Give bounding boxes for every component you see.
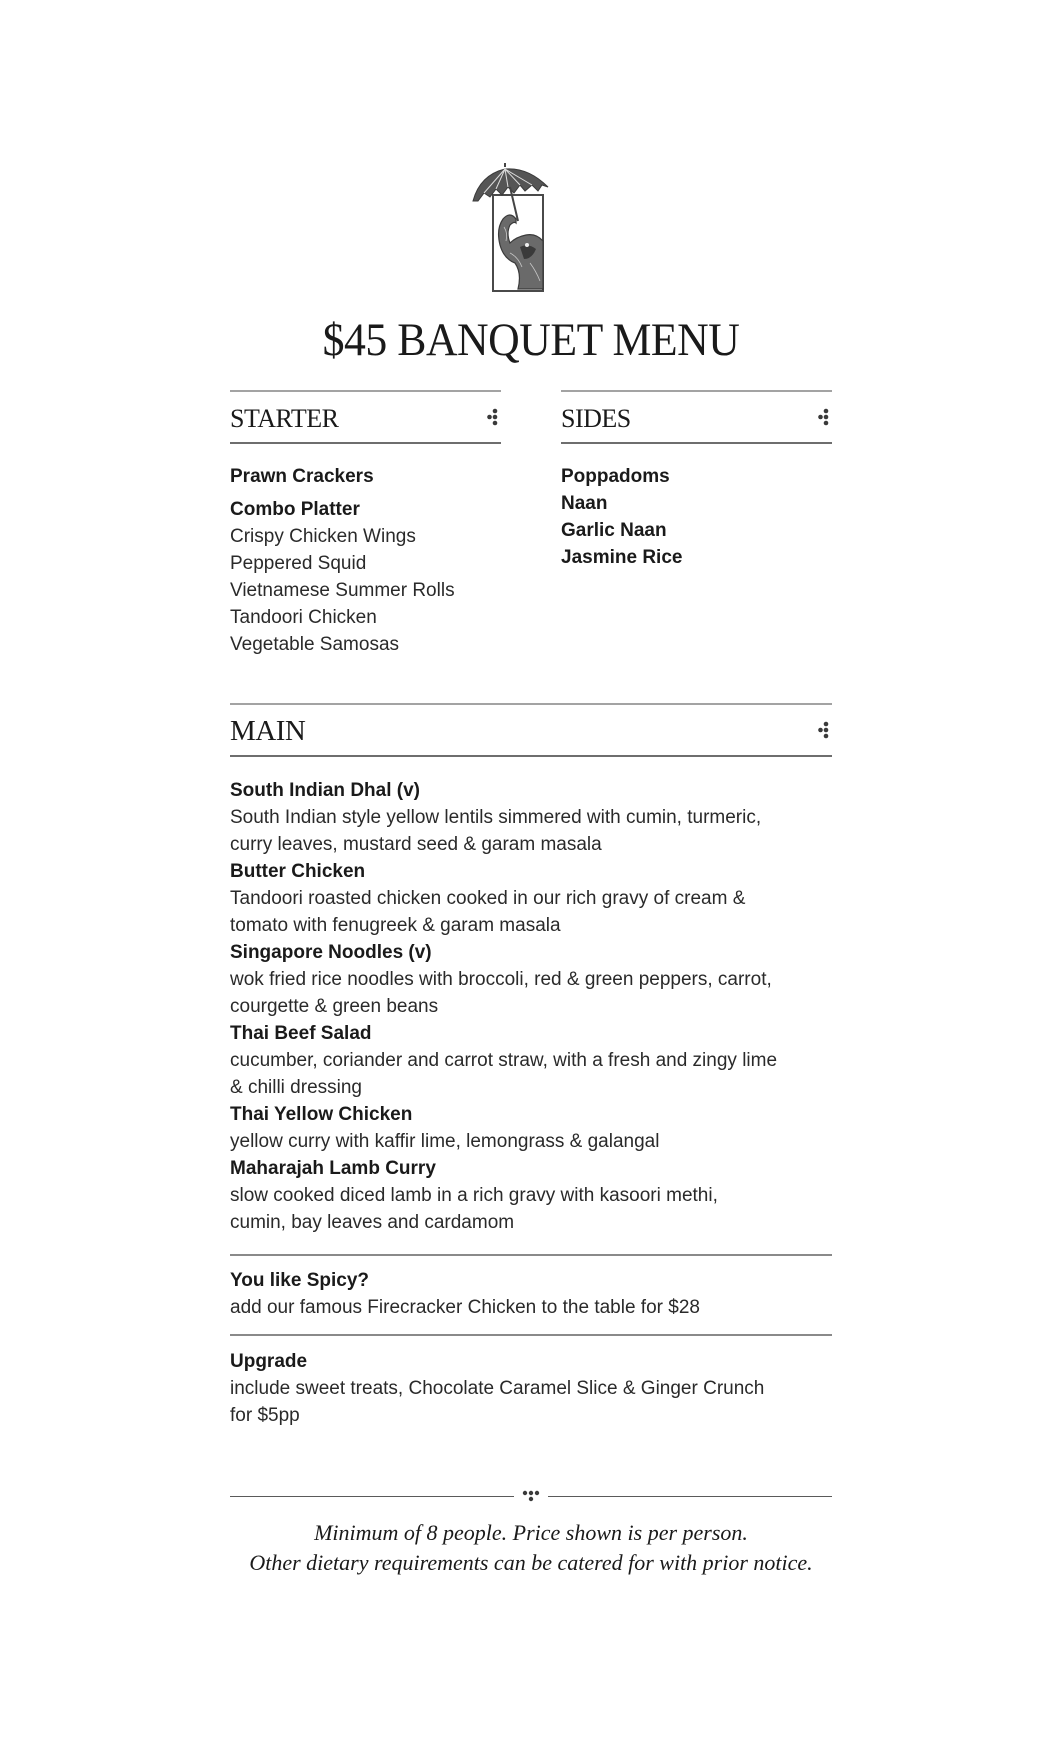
starter-list [230, 463, 530, 658]
section-header-sides [561, 390, 832, 444]
footer-note-line2: Other dietary requirements can be catered for with prior notice. [249, 1550, 813, 1575]
extra-description: add our famous Firecracker Chicken to the table for $28 [230, 1297, 700, 1318]
list-item: Vietnamese Summer Rolls [230, 580, 455, 601]
list-item: Vegetable Samosas [230, 634, 400, 655]
list-item: Combo Platter [230, 499, 360, 520]
dish-description: cumin, bay leaves and cardamom [230, 1212, 515, 1233]
section-title-sides: SIDES [561, 404, 631, 433]
dish-name: Maharajah Lamb Curry [230, 1158, 436, 1179]
footer-note-line1: Minimum of 8 people. Price shown is per person. [314, 1520, 748, 1545]
dish-description: Tandoori roasted chicken cooked in our rich gravy of cream & [230, 888, 746, 909]
list-item: Poppadoms [561, 466, 670, 487]
divider [230, 1334, 832, 1336]
dish-description: slow cooked diced lamb in a rich gravy with kasoori methi, [230, 1185, 718, 1206]
dots-ornament-icon [487, 408, 499, 426]
footer-rule-right [548, 1496, 832, 1497]
dish-name: Butter Chicken [230, 861, 366, 882]
dish-name: South Indian Dhal (v) [230, 780, 420, 801]
extra-description: for $5pp [230, 1405, 300, 1426]
footer-rule-left [230, 1496, 514, 1497]
dots-ornament-icon [818, 721, 830, 739]
menu-item [230, 858, 840, 939]
dish-description: South Indian style yellow lentils simmered with cumin, turmeric, [230, 807, 762, 828]
list-item: Naan [561, 493, 608, 514]
section-title-main: MAIN [230, 715, 306, 747]
dish-name: Thai Yellow Chicken [230, 1104, 413, 1125]
dish-description: wok fried rice noodles with broccoli, red & green peppers, carrot, [230, 969, 772, 990]
dots-ornament-icon [521, 1489, 541, 1505]
menu-item [230, 1155, 840, 1236]
divider [230, 1254, 832, 1256]
elephant-umbrella-logo-icon [470, 163, 580, 293]
menu-item [230, 1020, 840, 1101]
section-title-starter: STARTER [230, 404, 339, 433]
section-header-main [230, 703, 832, 757]
extra-title: You like Spicy? [230, 1270, 370, 1291]
extra-upgrade [230, 1348, 840, 1429]
menu-item [230, 1101, 840, 1155]
extra-description: include sweet treats, Chocolate Caramel Slice & Ginger Crunch [230, 1378, 765, 1399]
menu-item [230, 939, 840, 1020]
list-item: Garlic Naan [561, 520, 667, 541]
dish-description: cucumber, coriander and carrot straw, with a fresh and zingy lime [230, 1050, 778, 1071]
list-item: Prawn Crackers [230, 466, 374, 487]
dish-description: tomato with fenugreek & garam masala [230, 915, 561, 936]
extra-title: Upgrade [230, 1351, 308, 1372]
sides-list [561, 463, 841, 571]
list-item: Tandoori Chicken [230, 607, 377, 628]
extra-spicy [230, 1267, 840, 1321]
dots-ornament-icon [818, 408, 830, 426]
section-header-starter [230, 390, 501, 444]
list-item: Peppered Squid [230, 553, 367, 574]
main-list [230, 777, 840, 1236]
menu-item [230, 777, 840, 858]
list-item: Crispy Chicken Wings [230, 526, 416, 547]
dish-name: Thai Beef Salad [230, 1023, 372, 1044]
dish-description: courgette & green beans [230, 996, 439, 1017]
page-title: $45 BANQUET MENU [322, 314, 740, 366]
dish-description: curry leaves, mustard seed & garam masala [230, 834, 602, 855]
dish-description: & chilli dressing [230, 1077, 362, 1098]
dish-description: yellow curry with kaffir lime, lemongrass & galangal [230, 1131, 660, 1152]
dish-name: Singapore Noodles (v) [230, 942, 432, 963]
list-item: Jasmine Rice [561, 547, 683, 568]
